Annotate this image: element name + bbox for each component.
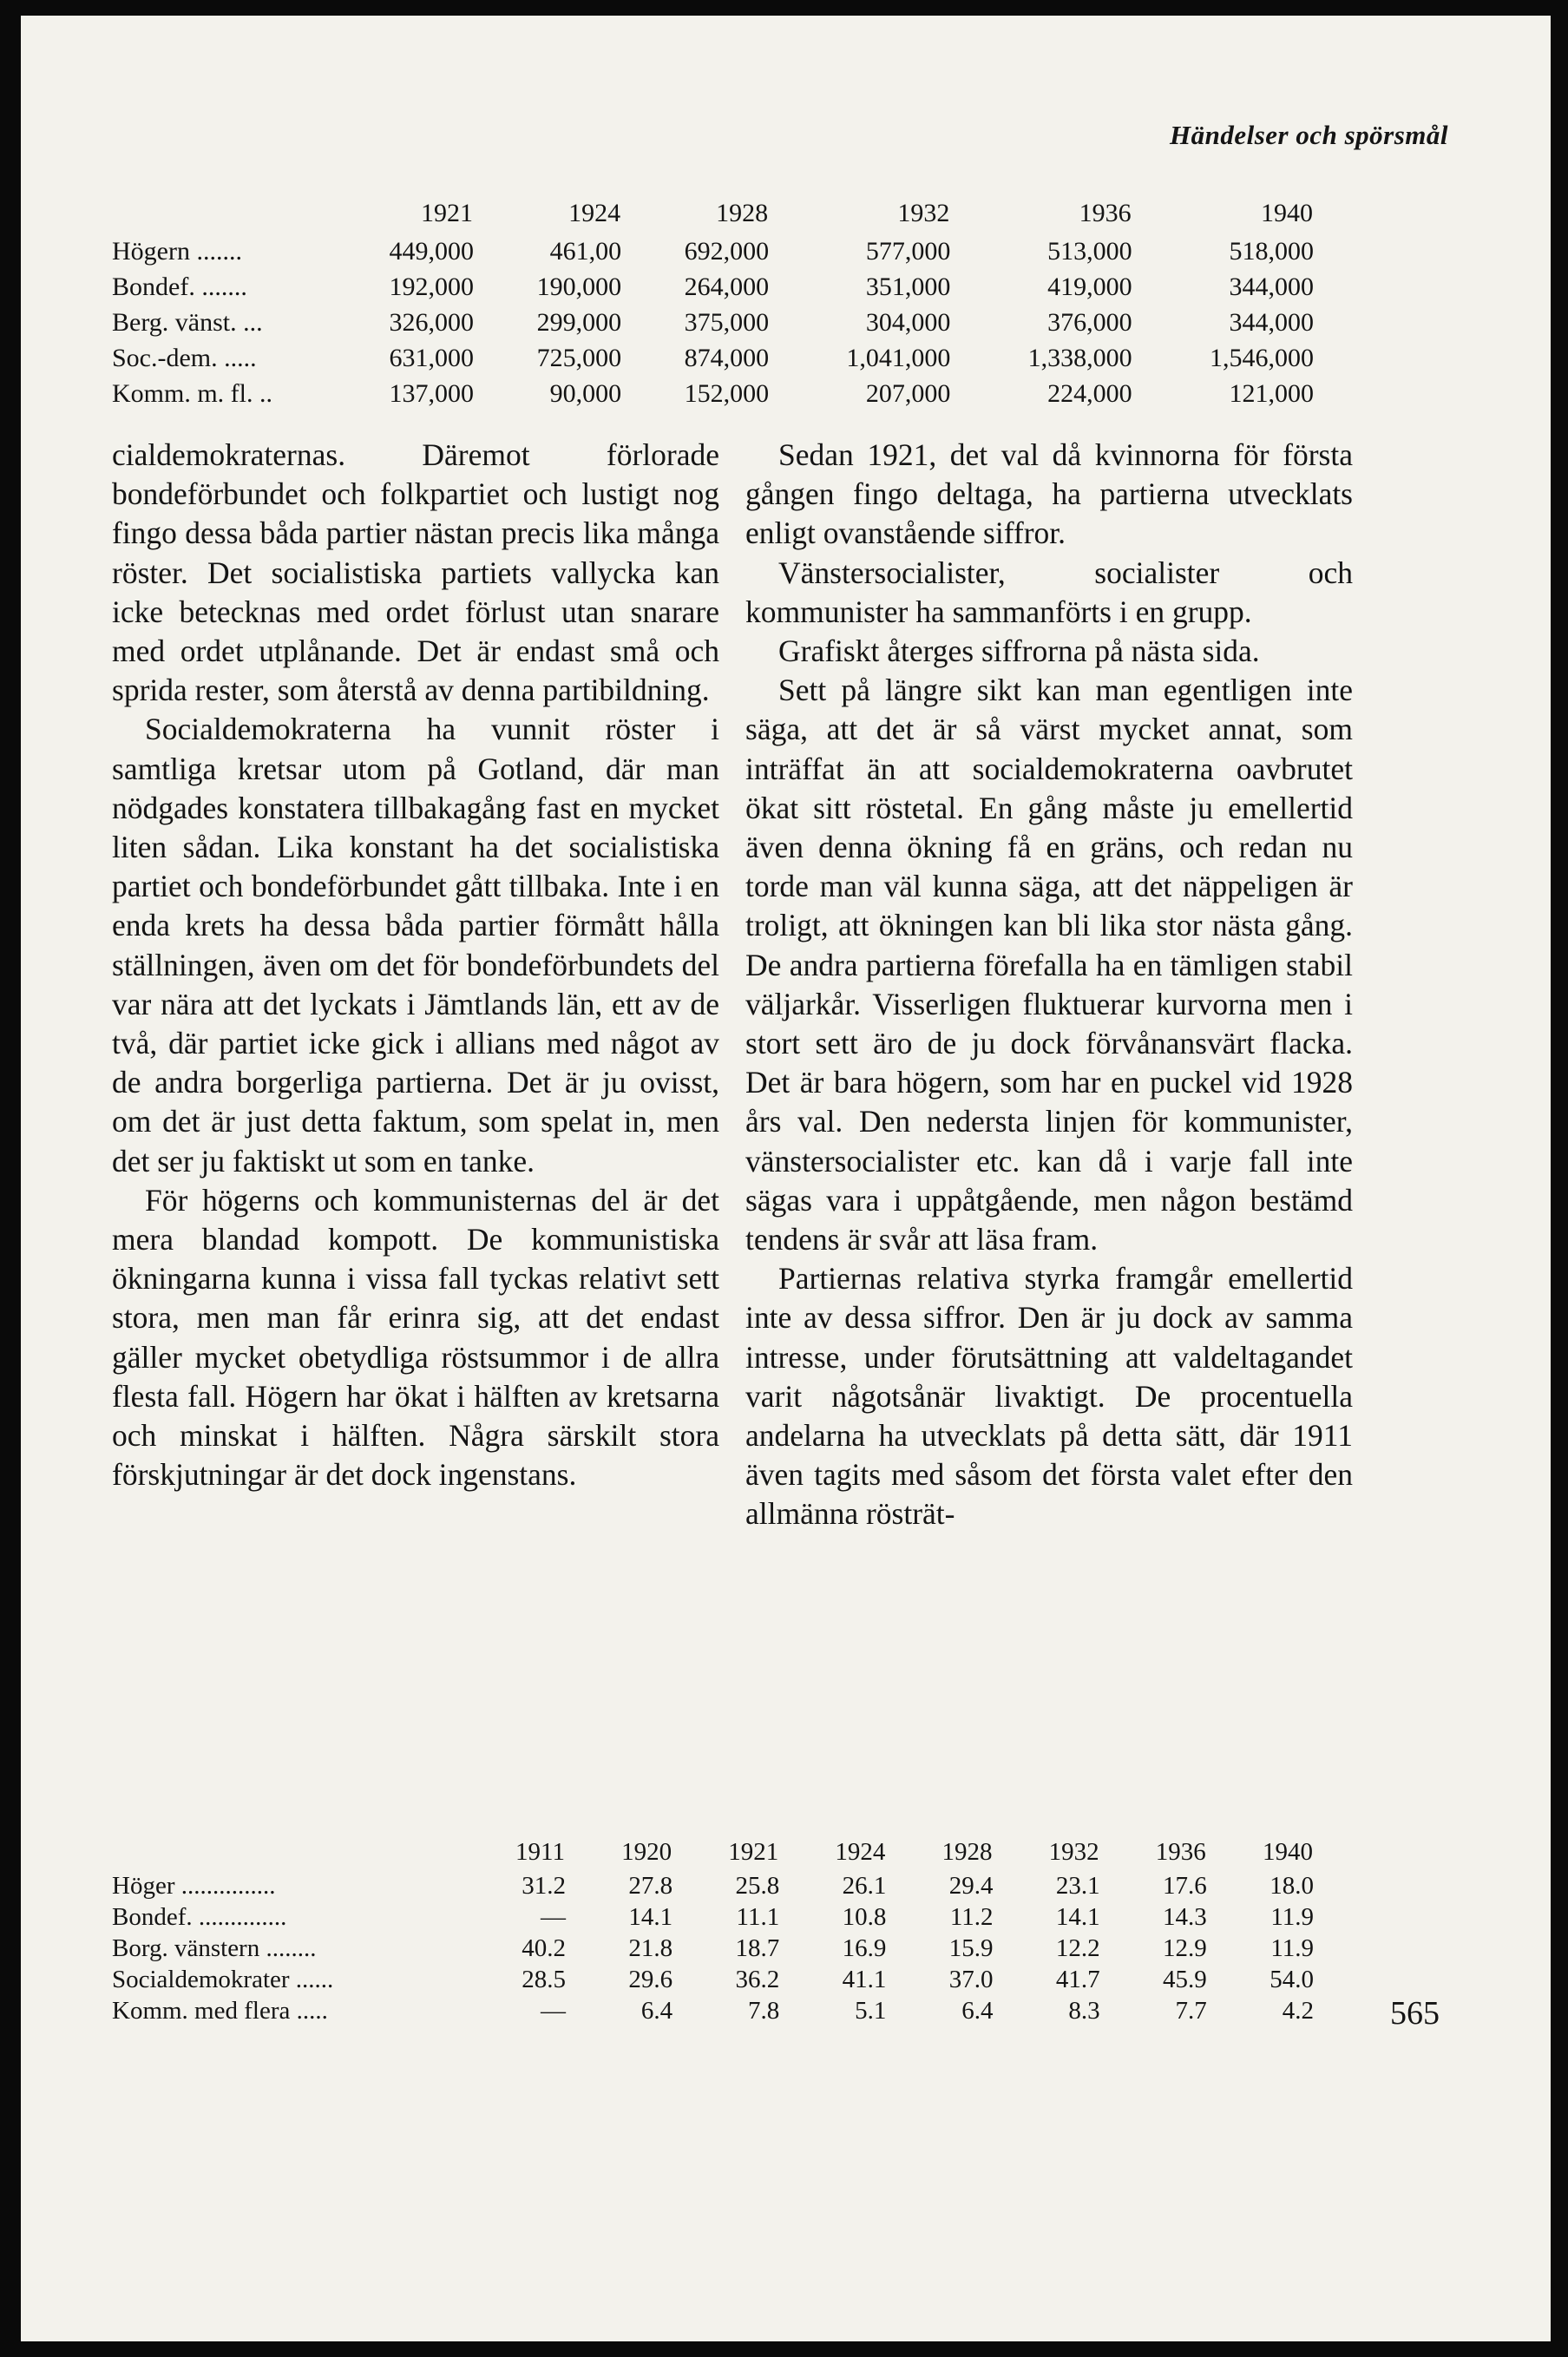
table-cell: 152,000	[684, 378, 770, 408]
table-cell: 224,000	[1047, 378, 1132, 408]
table-cell: 631,000	[389, 343, 475, 372]
table-cell: 326,000	[389, 307, 475, 337]
year-header: 1924	[835, 1837, 886, 1866]
table-cell: 26.1	[842, 1871, 887, 1900]
table-row	[112, 340, 1314, 376]
party-label: Bondef. ..............	[112, 1902, 287, 1931]
table-cell: 21.8	[628, 1934, 673, 1962]
table-cell: 25.8	[735, 1871, 780, 1900]
table-cell: 1,041,000	[846, 343, 951, 372]
table-cell: 45.9	[1163, 1965, 1207, 1993]
table-cell: 449,000	[389, 236, 475, 266]
table-cell: 351,000	[865, 272, 951, 301]
table-cell: 513,000	[1047, 236, 1132, 266]
row-label-header	[112, 1834, 461, 1870]
party-label: Högern .......	[112, 236, 242, 266]
table-header-row	[112, 194, 1314, 233]
table-cell: 12.9	[1163, 1934, 1207, 1962]
page-number: 565	[1390, 1995, 1440, 2032]
left-column	[112, 436, 719, 1494]
table-cell: 518,000	[1229, 236, 1314, 266]
table-row	[112, 305, 1314, 340]
table-cell: 11.9	[1270, 1902, 1314, 1931]
table-cell: 29.4	[948, 1871, 994, 1900]
table-cell: 344,000	[1229, 272, 1314, 301]
table-cell: 692,000	[684, 236, 770, 266]
table-cell: 37.0	[948, 1965, 994, 1993]
year-header: 1936	[1155, 1837, 1206, 1866]
table-cell: 207,000	[865, 378, 951, 408]
table-row	[112, 233, 1314, 269]
paragraph: Partiernas relativa styrka framgår emellertid inte av dessa siffror. Den är ju dock av samma intresse, under förutsättning att valdeltagandet varit någotsånär livaktigt. De procentuella andelarna ha utvecklats på detta sätt, där 1911 även tagits med såsom det första valet efter den allmänna rösträt-	[745, 1261, 1353, 1532]
table-cell: 23.1	[1055, 1871, 1100, 1900]
table-row	[112, 1964, 1314, 1995]
paragraph: cialdemokraternas. Däremot förlorade bondeförbundet och folkpartiet och lustigt nog fingo dessa båda partier nästan precis lika många röster. Det socialistiska partiets vallycka kan icke betecknas med ordet förlust utan snarare med ordet utplånande. Det är endast små och sprida rester, som återstå av denna partibildning.	[112, 437, 719, 708]
table-cell: 15.9	[948, 1934, 994, 1962]
paragraph: Socialdemokraterna ha vunnit röster i samtliga kretsar utom på Gotland, där man nödgades konstatera tillbakagång fast en mycket liten sådan. Lika konstant ha det socialistiska partiet och bondeförbundet gått tillbaka. Inte i en enda krets ha dessa båda partier förmått hålla ställningen, även om det för bondeförbundets del var nära att det lyckats i Jämtlands län, ett av de två, där partiet icke gick i allians med något av de andra borgerliga partierna. Det är ju ovisst, om det är just detta faktum, som spelat in, men det ser ju faktiskt ut som en tanke.	[112, 712, 719, 1178]
table-row	[112, 376, 1314, 411]
paragraph: Vänstersocialister, socialister och kommunister ha sammanförts i en grupp.	[745, 555, 1353, 629]
table-cell: 192,000	[389, 272, 475, 301]
table-row	[112, 1870, 1314, 1901]
party-label: Socialdemokrater ......	[112, 1965, 334, 1993]
year-header: 1924	[568, 199, 621, 227]
table-cell: 29.6	[628, 1965, 673, 1993]
party-label: Bondef. .......	[112, 272, 247, 301]
year-header: 1928	[941, 1837, 993, 1866]
table-cell: 14.1	[1055, 1902, 1100, 1931]
table-row	[112, 1933, 1314, 1964]
table-cell: 7.8	[747, 1996, 780, 2025]
year-header: 1940	[1263, 1837, 1313, 1866]
percentage-table	[112, 1834, 1314, 2026]
table-cell: 36.2	[735, 1965, 780, 1993]
party-label: Komm. med flera .....	[112, 1996, 328, 2025]
table-header-row	[112, 1834, 1314, 1870]
table-cell: 18.7	[735, 1934, 780, 1962]
table-cell: 31.2	[522, 1871, 566, 1900]
table-cell: 18.0	[1269, 1871, 1314, 1900]
paragraph: För högerns och kommunisternas del är det mera blandad kompott. De kommunistiska ökningarna kunna i vissa fall tyckas relativt sett stora, men man får erinra sig, att det endast gäller mycket obetydliga röstsummor i de allra flesta fall. Högern har ökat i hälften av kretsarna och minskat i hälften. Några särskilt stora förskjutningar är det dock ingenstans.	[112, 1182, 719, 1493]
table-cell: 54.0	[1269, 1965, 1314, 1993]
year-header: 1936	[1079, 199, 1132, 227]
table-cell: —	[540, 1996, 566, 2025]
table-cell: 11.9	[1270, 1934, 1314, 1962]
year-header: 1920	[621, 1837, 672, 1866]
table-row	[112, 1995, 1314, 2026]
table-cell: 27.8	[628, 1871, 673, 1900]
running-head: Händelser och spörsmål	[1169, 120, 1448, 150]
year-header: 1932	[1048, 1837, 1099, 1866]
page	[21, 16, 1551, 2341]
table-cell: 14.3	[1163, 1902, 1207, 1931]
party-label: Komm. m. fl. ..	[112, 378, 272, 408]
year-header: 1921	[421, 199, 474, 227]
row-label-header	[112, 194, 326, 233]
table-cell: 7.7	[1175, 1996, 1207, 2025]
table-cell: 419,000	[1047, 272, 1132, 301]
paragraph: Sedan 1921, det val då kvinnorna för första gången fingo deltaga, ha partierna utvecklats enligt ovanstående siffror.	[745, 437, 1353, 551]
table-cell: 40.2	[522, 1934, 566, 1962]
table-cell: 14.1	[628, 1902, 673, 1931]
table-cell: 8.3	[1068, 1996, 1100, 2025]
table-cell: 10.8	[842, 1902, 887, 1931]
table-cell: 6.4	[640, 1996, 673, 2025]
party-label: Borg. vänstern ........	[112, 1934, 317, 1962]
party-label: Berg. vänst. ...	[112, 307, 263, 337]
table-row	[112, 1901, 1314, 1933]
table-row	[112, 269, 1314, 305]
table-cell: 41.7	[1055, 1965, 1100, 1993]
year-header: 1932	[897, 199, 950, 227]
year-header: 1940	[1261, 199, 1313, 227]
vote-count-table	[112, 194, 1314, 411]
table-cell: 264,000	[684, 272, 770, 301]
year-header: 1928	[716, 199, 769, 227]
table-cell: 137,000	[389, 378, 475, 408]
table-cell: 304,000	[865, 307, 951, 337]
table-cell: 121,000	[1229, 378, 1314, 408]
table-cell: 11.2	[949, 1902, 994, 1931]
table-cell: 874,000	[684, 343, 770, 372]
table-cell: 12.2	[1055, 1934, 1100, 1962]
table-cell: 344,000	[1229, 307, 1314, 337]
table-cell: 577,000	[865, 236, 951, 266]
table-cell: 461,00	[549, 236, 622, 266]
paragraph: Sett på längre sikt kan man egentligen inte säga, att det är så värst mycket annat, som inträffat än att socialdemokraterna oavbrutet ökat sitt röstetal. En gång måste ju emellertid även denna ökning få en gräns, och redan nu torde man väl kunna säga, att det näppeligen är troligt, att ökningen kan bli lika stor nästa gång. De andra partierna förefalla ha en tämligen stabil väljarkår. Visserligen fluktuerar kurvorna men i stort sett äro de ju dock förvånansvärt flacka. Det är bara högern, som har en puckel vid 1928 års val. Den nedersta linjen för kommunister, vänstersocialister etc. kan då i varje fall inte sägas vara i uppåtgående, men någon bestämd tendens är svår att läsa fram.	[745, 673, 1353, 1257]
right-column	[745, 436, 1353, 1534]
party-label: Höger ...............	[112, 1871, 276, 1900]
table-cell: 190,000	[536, 272, 622, 301]
year-header: 1911	[515, 1837, 565, 1866]
table-cell: 375,000	[684, 307, 770, 337]
paragraph: Grafiskt återges siffrorna på nästa sida.	[778, 634, 1260, 669]
table-cell: 16.9	[842, 1934, 887, 1962]
table-cell: 17.6	[1163, 1871, 1207, 1900]
year-header: 1921	[728, 1837, 779, 1866]
table-cell: 1,338,000	[1027, 343, 1132, 372]
table-cell: 376,000	[1047, 307, 1132, 337]
table-cell: —	[540, 1902, 566, 1931]
table-cell: 6.4	[961, 1996, 994, 2025]
table-cell: 28.5	[522, 1965, 566, 1993]
table-cell: 725,000	[536, 343, 622, 372]
table-cell: 11.1	[736, 1902, 780, 1931]
table-cell: 90,000	[549, 378, 622, 408]
table-cell: 299,000	[536, 307, 622, 337]
table-cell: 41.1	[842, 1965, 887, 1993]
table-cell: 4.2	[1282, 1996, 1314, 2025]
table-cell: 5.1	[855, 1996, 887, 2025]
party-label: Soc.-dem. .....	[112, 343, 257, 372]
table-cell: 1,546,000	[1210, 343, 1314, 372]
